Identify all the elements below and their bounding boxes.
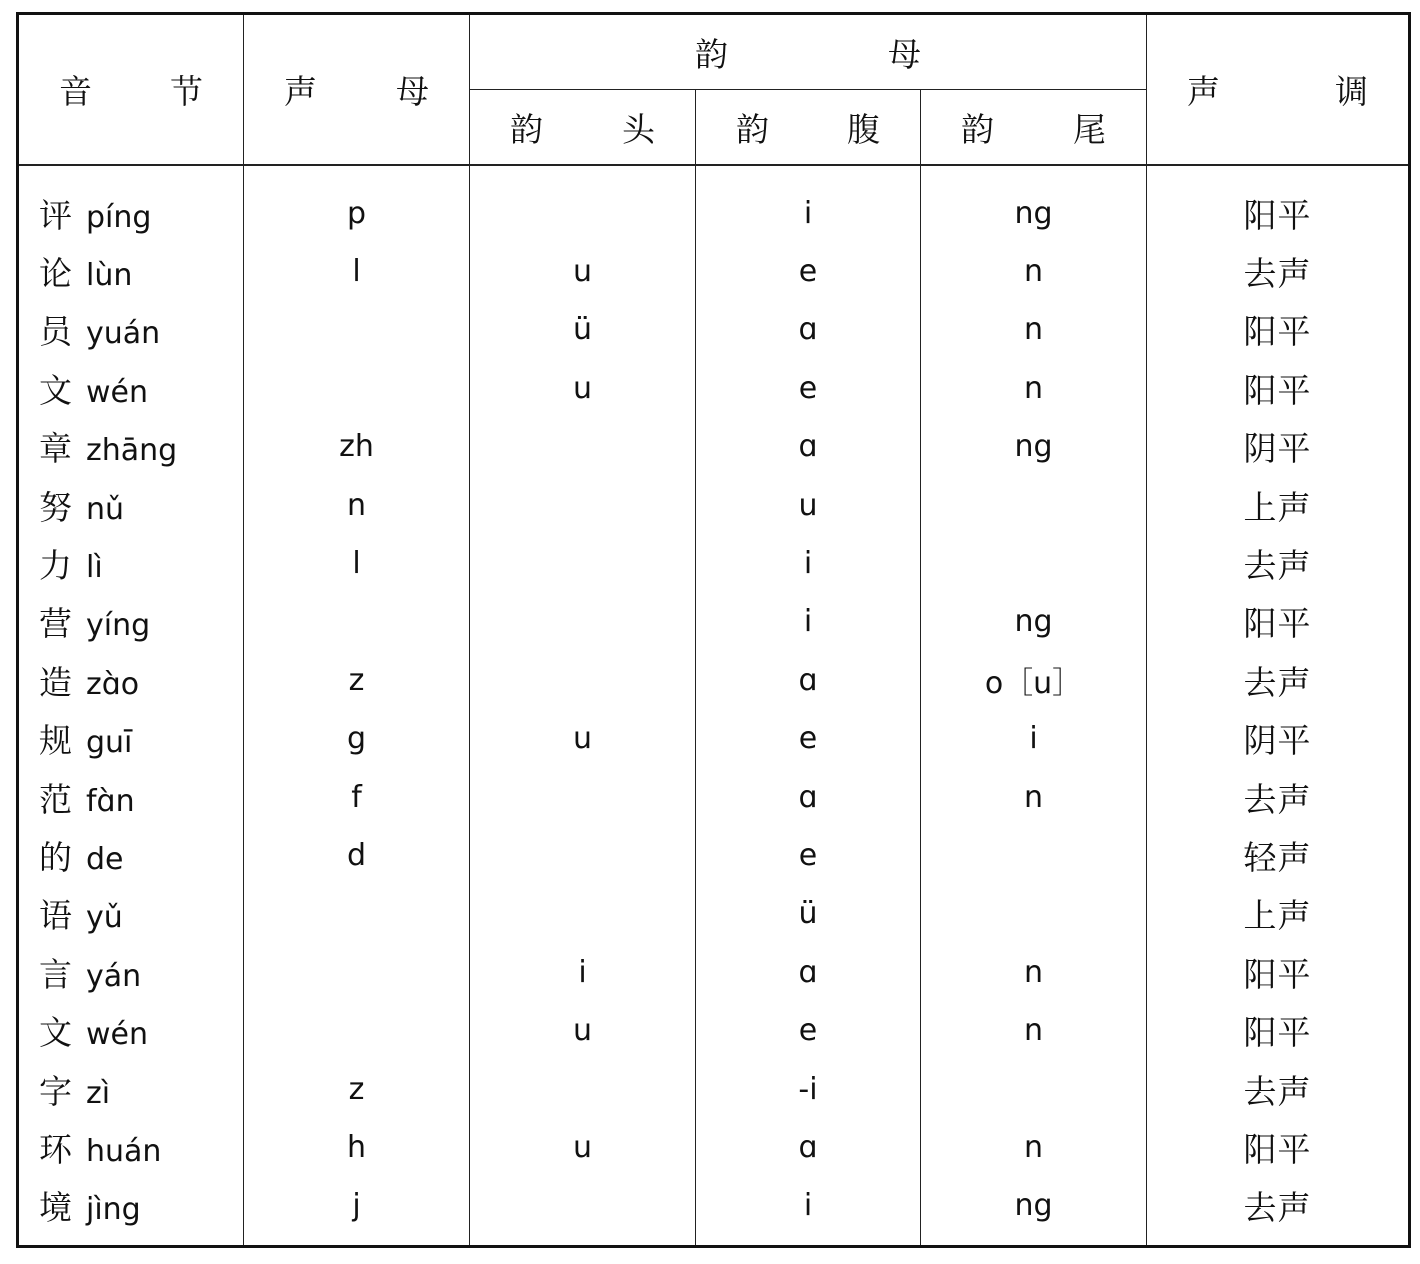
- nucleus-cell: e: [696, 826, 921, 884]
- initial-cell: z: [244, 651, 470, 709]
- initial-cell: z: [244, 1060, 470, 1118]
- coda-cell: [921, 885, 1147, 943]
- header-syllable-char-1: 音: [59, 72, 92, 111]
- hanzi-character: 力: [39, 546, 72, 586]
- table-body: [18, 165, 1410, 1247]
- initial-cell: d: [244, 826, 470, 884]
- syllable-cell: [18, 1118, 244, 1176]
- initial-cell: f: [244, 768, 470, 826]
- hanzi-character: 努: [39, 487, 72, 527]
- medial-cell: [470, 593, 696, 651]
- header-final-group: [470, 14, 1147, 90]
- pinyin-text: yíng: [86, 608, 151, 644]
- nucleus-cell: i: [696, 534, 921, 592]
- hanzi-character: 员: [39, 312, 72, 352]
- hanzi-character: 文: [39, 1013, 72, 1053]
- pinyin-text: de: [86, 841, 124, 877]
- initial-cell: l: [244, 242, 470, 300]
- pinyin-text: zhāng: [86, 433, 178, 469]
- medial-cell: u: [470, 1001, 696, 1059]
- table-row: [18, 534, 1410, 592]
- initial-cell: [244, 943, 470, 1001]
- table-row: [18, 943, 1410, 1001]
- header-coda-char-2: 尾: [1073, 109, 1107, 149]
- syllable-cell: [18, 885, 244, 943]
- header-syllable: [18, 14, 244, 166]
- nucleus-cell: -i: [696, 1060, 921, 1118]
- syllable-cell: [18, 651, 244, 709]
- nucleus-cell: e: [696, 242, 921, 300]
- medial-cell: [470, 418, 696, 476]
- initial-cell: [244, 301, 470, 359]
- pinyin-text: wén: [86, 1017, 149, 1053]
- table-row: [18, 826, 1410, 884]
- pinyin-text: fɑ̀n: [86, 783, 135, 819]
- pinyin-text: zɑ̀o: [86, 666, 140, 702]
- initial-cell: l: [244, 534, 470, 592]
- syllable-cell: [18, 1060, 244, 1118]
- syllable-cell: [18, 593, 244, 651]
- table-header: [18, 14, 1410, 166]
- coda-cell: [921, 826, 1147, 884]
- header-nucleus-char-2: 腹: [847, 109, 880, 149]
- coda-cell: ng: [921, 593, 1147, 651]
- table-row: [18, 885, 1410, 943]
- medial-cell: [470, 1060, 696, 1118]
- header-tone-char-2: 调: [1335, 72, 1369, 111]
- header-coda: [921, 90, 1147, 166]
- tone-cell: 去声: [1147, 651, 1410, 709]
- table-row: [18, 768, 1410, 826]
- medial-cell: [470, 768, 696, 826]
- hanzi-character: 的: [39, 837, 72, 877]
- table-row: [18, 1177, 1410, 1247]
- pinyin-text: zì: [86, 1075, 111, 1111]
- nucleus-cell: ɑ: [696, 943, 921, 1001]
- table-row: [18, 418, 1410, 476]
- header-final-char-2: 母: [888, 34, 922, 74]
- header-initial-char-2: 母: [396, 72, 429, 111]
- coda-cell: n: [921, 768, 1147, 826]
- nucleus-cell: ɑ: [696, 418, 921, 476]
- hanzi-character: 营: [39, 604, 72, 644]
- initial-cell: p: [244, 165, 470, 242]
- tone-cell: 阳平: [1147, 593, 1410, 651]
- pinyin-text: huán: [86, 1133, 162, 1169]
- hanzi-character: 论: [39, 254, 72, 294]
- pinyin-text: yuán: [86, 316, 161, 352]
- nucleus-cell: i: [696, 593, 921, 651]
- hanzi-character: 文: [39, 370, 72, 410]
- syllable-cell: [18, 1001, 244, 1059]
- tone-cell: 去声: [1147, 534, 1410, 592]
- medial-cell: ü: [470, 301, 696, 359]
- hanzi-character: 语: [39, 896, 72, 936]
- nucleus-cell: e: [696, 359, 921, 417]
- syllable-cell: [18, 301, 244, 359]
- syllable-cell: [18, 359, 244, 417]
- coda-cell: [921, 476, 1147, 534]
- table-row: [18, 710, 1410, 768]
- medial-cell: [470, 651, 696, 709]
- medial-cell: u: [470, 242, 696, 300]
- coda-cell: n: [921, 943, 1147, 1001]
- header-tone: [1147, 14, 1410, 166]
- hanzi-character: 范: [39, 779, 72, 819]
- nucleus-cell: i: [696, 165, 921, 242]
- tone-cell: 去声: [1147, 1177, 1410, 1247]
- syllable-cell: [18, 165, 244, 242]
- header-coda-char-1: 韵: [961, 109, 994, 149]
- syllable-analysis-table: [16, 12, 1411, 1248]
- tone-cell: 阳平: [1147, 359, 1410, 417]
- tone-cell: 去声: [1147, 768, 1410, 826]
- coda-cell: n: [921, 301, 1147, 359]
- pinyin-text: yǔ: [86, 900, 123, 936]
- tone-cell: 阳平: [1147, 943, 1410, 1001]
- medial-cell: i: [470, 943, 696, 1001]
- medial-cell: u: [470, 1118, 696, 1176]
- initial-cell: [244, 359, 470, 417]
- initial-cell: zh: [244, 418, 470, 476]
- initial-cell: [244, 593, 470, 651]
- syllable-cell: [18, 1177, 244, 1247]
- nucleus-cell: e: [696, 1001, 921, 1059]
- pinyin-text: yán: [86, 958, 142, 994]
- table-row: [18, 651, 1410, 709]
- tone-cell: 阳平: [1147, 1118, 1410, 1176]
- header-medial-char-1: 韵: [510, 109, 543, 149]
- table-row: [18, 1001, 1410, 1059]
- hanzi-character: 造: [39, 662, 72, 702]
- nucleus-cell: i: [696, 1177, 921, 1247]
- table-row: [18, 301, 1410, 359]
- table-row: [18, 242, 1410, 300]
- syllable-cell: [18, 943, 244, 1001]
- header-syllable-char-2: 节: [170, 72, 203, 111]
- initial-cell: g: [244, 710, 470, 768]
- initial-cell: [244, 1001, 470, 1059]
- initial-cell: h: [244, 1118, 470, 1176]
- coda-cell: o［u］: [921, 651, 1147, 709]
- header-final-char-1: 韵: [695, 34, 728, 74]
- tone-cell: 阳平: [1147, 1001, 1410, 1059]
- nucleus-cell: u: [696, 476, 921, 534]
- tone-cell: 阳平: [1147, 301, 1410, 359]
- initial-cell: n: [244, 476, 470, 534]
- header-initial: [244, 14, 470, 166]
- syllable-cell: [18, 476, 244, 534]
- pinyin-text: lì: [86, 550, 103, 586]
- medial-cell: u: [470, 359, 696, 417]
- coda-cell: ng: [921, 1177, 1147, 1247]
- table-row: [18, 359, 1410, 417]
- medial-cell: [470, 885, 696, 943]
- pinyin-text: wén: [86, 374, 149, 410]
- header-tone-char-1: 声: [1187, 72, 1221, 111]
- initial-cell: [244, 885, 470, 943]
- table-row: [18, 476, 1410, 534]
- coda-cell: n: [921, 242, 1147, 300]
- tone-cell: 上声: [1147, 885, 1410, 943]
- table-row: [18, 1060, 1410, 1118]
- syllable-analysis-table-frame: [16, 12, 1408, 1254]
- coda-cell: i: [921, 710, 1147, 768]
- pinyin-text: guī: [86, 725, 133, 761]
- medial-cell: [470, 165, 696, 242]
- tone-cell: 阴平: [1147, 418, 1410, 476]
- nucleus-cell: ɑ: [696, 651, 921, 709]
- coda-cell: n: [921, 359, 1147, 417]
- tone-cell: 阳平: [1147, 165, 1410, 242]
- tone-cell: 轻声: [1147, 826, 1410, 884]
- coda-cell: n: [921, 1118, 1147, 1176]
- coda-cell: n: [921, 1001, 1147, 1059]
- syllable-cell: [18, 242, 244, 300]
- coda-cell: ng: [921, 165, 1147, 242]
- syllable-cell: [18, 534, 244, 592]
- medial-cell: [470, 534, 696, 592]
- header-nucleus: [696, 90, 921, 166]
- coda-cell: [921, 534, 1147, 592]
- hanzi-character: 字: [39, 1071, 72, 1111]
- hanzi-character: 章: [39, 429, 72, 469]
- coda-cell: [921, 1060, 1147, 1118]
- coda-cell: ng: [921, 418, 1147, 476]
- header-medial: [470, 90, 696, 166]
- syllable-cell: [18, 826, 244, 884]
- pinyin-text: píng: [86, 199, 152, 235]
- pinyin-text: nǔ: [86, 491, 125, 527]
- hanzi-character: 规: [39, 721, 72, 761]
- tone-cell: 去声: [1147, 242, 1410, 300]
- hanzi-character: 境: [39, 1188, 72, 1228]
- hanzi-character: 言: [39, 954, 72, 994]
- pinyin-text: jìng: [86, 1192, 141, 1228]
- initial-cell: j: [244, 1177, 470, 1247]
- table-row: [18, 593, 1410, 651]
- nucleus-cell: ɑ: [696, 768, 921, 826]
- table-row: [18, 1118, 1410, 1176]
- medial-cell: [470, 826, 696, 884]
- tone-cell: 阴平: [1147, 710, 1410, 768]
- nucleus-cell: e: [696, 710, 921, 768]
- header-nucleus-char-1: 韵: [736, 109, 769, 149]
- tone-cell: 去声: [1147, 1060, 1410, 1118]
- medial-cell: [470, 476, 696, 534]
- tone-cell: 上声: [1147, 476, 1410, 534]
- header-initial-char-1: 声: [284, 72, 317, 111]
- hanzi-character: 评: [39, 195, 72, 235]
- medial-cell: u: [470, 710, 696, 768]
- medial-cell: [470, 1177, 696, 1247]
- header-medial-char-2: 头: [622, 109, 655, 149]
- hanzi-character: 环: [39, 1129, 72, 1169]
- syllable-cell: [18, 710, 244, 768]
- nucleus-cell: ɑ: [696, 301, 921, 359]
- nucleus-cell: ü: [696, 885, 921, 943]
- nucleus-cell: ɑ: [696, 1118, 921, 1176]
- syllable-cell: [18, 418, 244, 476]
- table-row: [18, 165, 1410, 242]
- syllable-cell: [18, 768, 244, 826]
- pinyin-text: lùn: [86, 258, 133, 294]
